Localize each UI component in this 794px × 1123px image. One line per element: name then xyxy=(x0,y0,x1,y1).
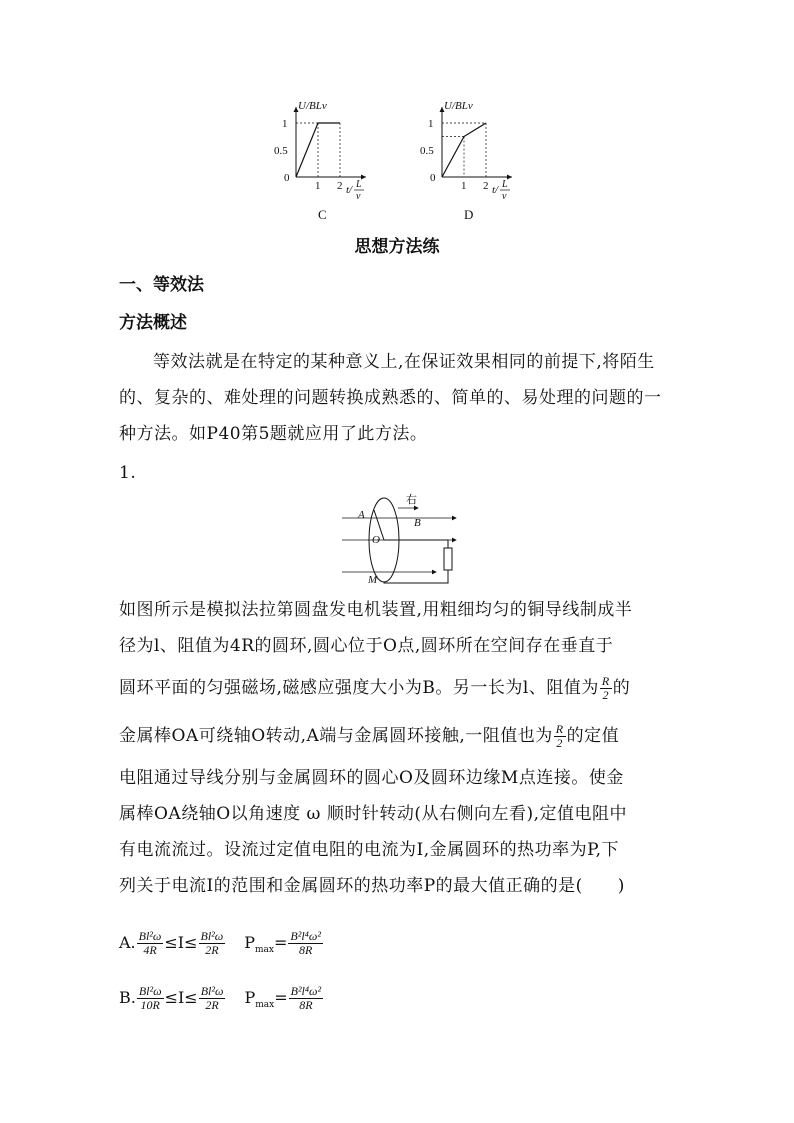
problem-line: 径为l、阻值为4R的圆环,圆心位于O点,圆环所在空间存在垂直于 xyxy=(119,636,614,656)
y-tick-label: 1 xyxy=(282,118,288,130)
x-axis-label: t/ xyxy=(346,184,353,196)
overview-text: 等效法就是在特定的某种意义上,在保证效果相同的前提下,将陌生的、复杂的、难处理的问题转换成熟悉的、简单的、易处理的问题的一种方法。如P40第5题就应用了此方法。 xyxy=(119,352,662,444)
problem-line: 金属棒OA可绕轴O转动,A端与金属圆环接触,一阻值也为 $\frac{R}{2}$ 的定值 xyxy=(119,722,620,750)
y-tick-label: 0 xyxy=(284,172,290,184)
y-tick-label: 0.5 xyxy=(420,145,434,157)
x-axis-arrow xyxy=(361,175,366,180)
graph-caption: C xyxy=(318,207,327,222)
label-O: O xyxy=(372,534,380,546)
circuit-figure xyxy=(336,488,466,588)
x-tick-label: 1 xyxy=(315,180,321,192)
label-M: M xyxy=(368,574,378,586)
problem-number: 1. xyxy=(119,463,137,483)
graph-c xyxy=(270,95,390,225)
fraction-r-over-2: $\frac{R}{2}$ xyxy=(601,674,610,702)
x-axis-label-num: L xyxy=(356,179,362,190)
section-heading: 一、等效法 xyxy=(119,275,204,295)
problem-line: 圆环平面的匀强磁场,磁感应强度大小为B。另一长为l、阻值为 $\frac{R}{2}$ 的 xyxy=(119,674,631,702)
y-tick-label: 0 xyxy=(430,172,436,184)
label-right: 右 xyxy=(406,494,417,506)
problem-line: 如图所示是模拟法拉第圆盘发电机装置,用粗细均匀的铜导线制成半 xyxy=(119,600,633,620)
y-tick-label: 1 xyxy=(428,118,434,130)
page-title: 思想方法练 xyxy=(354,237,440,257)
problem-line: 属棒OA绕轴O以角速度 ω 顺时针转动(从右侧向左看),定值电阻中 xyxy=(119,804,627,824)
problem-line: 电阻通过导线分别与金属圆环的圆心O及圆环边缘M点连接。使金 xyxy=(119,768,624,788)
x-tick-label: 2 xyxy=(337,180,343,192)
problem-line: 列关于电流I的范围和金属圆环的热功率P的最大值正确的是( ) xyxy=(119,876,625,896)
x-axis-label: t/ xyxy=(492,184,499,196)
problem-line: 有电流流过。设流过定值电阻的电流为I,金属圆环的热功率为P,下 xyxy=(119,840,620,860)
fraction-r-over-2: $\frac{R}{2}$ xyxy=(555,722,564,750)
option-a[interactable]: A. $\frac{\text{Bl²ω}}{4R}$ ≤I≤ $\frac{\text{Bl²ω}}{2R}$ $P_{max}=$ $\frac{\text{B²l⁴ω²}}{8R}$ xyxy=(119,929,321,957)
graph-d xyxy=(416,95,536,225)
label-B: B xyxy=(414,517,421,529)
problem-text xyxy=(119,592,679,904)
x-axis-label-den: v xyxy=(502,191,507,202)
x-tick-label: 1 xyxy=(461,180,467,192)
x-axis-arrow xyxy=(507,175,512,180)
label-A: A xyxy=(358,509,365,521)
x-axis-label-num: L xyxy=(502,179,508,190)
y-axis-label: U/BLv xyxy=(298,100,327,112)
graph-caption: D xyxy=(464,207,474,222)
option-b[interactable]: B. $\frac{\text{Bl²ω}}{10R}$ ≤I≤ $\frac{\text{Bl²ω}}{2R}$ $P_{max}=$ $\frac{\text{B²l⁴ω²}}{8R}$ xyxy=(119,984,322,1012)
y-tick-label: 0.5 xyxy=(274,145,288,157)
x-tick-label: 2 xyxy=(483,180,489,192)
x-axis-label-den: v xyxy=(356,191,361,202)
subsection-heading: 方法概述 xyxy=(119,313,187,333)
y-axis-label: U/BLv xyxy=(444,100,473,112)
